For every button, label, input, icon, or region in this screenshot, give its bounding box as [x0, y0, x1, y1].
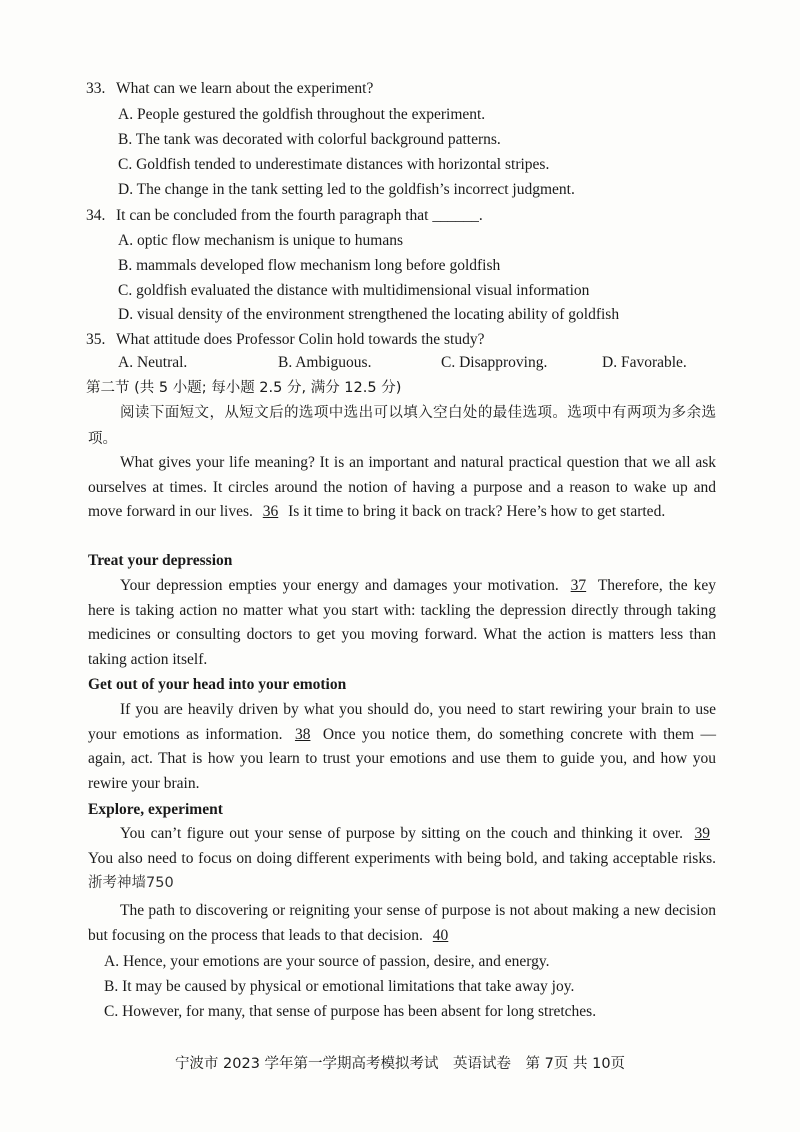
paragraph-4	[88, 822, 716, 896]
question-number: 35.	[86, 331, 106, 348]
section-title: 第二节 (共 5 小题; 每小题 2.5 分, 满分 12.5 分)	[86, 380, 402, 396]
blank-37[interactable]: 37	[570, 577, 587, 594]
question-34	[86, 205, 483, 227]
page-footer: 宁波市 2023 学年第一学期高考模拟考试 英语试卷 第 7页 共 10页	[174, 1056, 626, 1072]
paragraph-text: Once you notice them, do something concrete with them — again, act. That is how you learn to trust your emotions and use them to guide you, and how you rewire your brain.	[88, 725, 717, 792]
paragraph-text: The path to discovering or reigniting your sense of purpose is not about making a new decision but focusing on the process that leads to that decision.	[88, 902, 716, 944]
option-34-b[interactable]: B. mammals developed flow mechanism long before goldfish	[118, 257, 501, 274]
paragraph-text: If you are heavily driven by what you should do, you need to start rewiring your brain to use your emotions as information.	[88, 701, 716, 743]
option-35-c[interactable]: C. Disapproving.	[441, 354, 548, 371]
option-35-d[interactable]: D. Favorable.	[602, 354, 687, 371]
paragraph-3	[88, 698, 716, 796]
watermark-text: 浙考神墙750	[88, 875, 174, 892]
blank-40[interactable]: 40	[432, 926, 449, 944]
paragraph-text: Your depression empties your energy and damages your motivation.	[120, 577, 559, 594]
option-33-b[interactable]: B. The tank was decorated with colorful background patterns.	[118, 131, 501, 148]
paragraph-text: You also need to focus on doing different experiments with being bold, and taking acceptable risks.	[88, 849, 716, 867]
section-instruction: 阅读下面短文，从短文后的选项中选出可以填入空白处的最佳选项。选项中有两项为多余选项。	[88, 405, 716, 447]
paragraph-1	[88, 451, 716, 525]
blank-36[interactable]: 36	[262, 503, 279, 521]
paragraph-text: Therefore, the key here is taking action no matter what you start with: tackling the depression directly through taking medicines or consulting doctors to get you moving forward. What the action is matters less than taking action itself.	[88, 577, 716, 668]
answer-option-b[interactable]: B. It may be caused by physical or emotional limitations that take away joy.	[104, 978, 575, 995]
paragraph-5	[88, 899, 716, 948]
question-stem: What attitude does Professor Colin hold towards the study?	[116, 331, 485, 348]
question-33	[86, 78, 373, 100]
option-33-a[interactable]: A. People gestured the goldfish throughout the experiment.	[118, 106, 486, 123]
heading-explore-experiment: Explore, experiment	[88, 801, 223, 818]
question-number: 33.	[86, 80, 106, 97]
option-33-d[interactable]: D. The change in the tank setting led to the goldfish’s incorrect judgment.	[118, 181, 575, 198]
answer-option-a[interactable]: A. Hence, your emotions are your source of passion, desire, and energy.	[104, 953, 550, 970]
paragraph-2	[88, 574, 716, 672]
option-34-a[interactable]: A. optic flow mechanism is unique to humans	[118, 232, 403, 249]
paragraph-text: Is it time to bring it back on track? Here’s how to get started.	[288, 503, 666, 521]
blank-39[interactable]: 39	[694, 825, 710, 842]
question-35	[86, 329, 485, 351]
option-35-b[interactable]: B. Ambiguous.	[278, 354, 372, 371]
option-33-c[interactable]: C. Goldfish tended to underestimate distances with horizontal stripes.	[118, 156, 550, 173]
option-34-d[interactable]: D. visual density of the environment strengthened the locating ability of goldfish	[118, 306, 620, 323]
question-stem: What can we learn about the experiment?	[116, 80, 374, 97]
paragraph-text: What gives your life meaning? It is an important and natural practical question that we all ask ourselves at times. It circles around the notion of having a purpose and a reason to wake up and move forward in our lives.	[88, 454, 716, 521]
heading-treat-depression: Treat your depression	[88, 552, 233, 569]
heading-get-out-of-head: Get out of your head into your emotion	[88, 676, 347, 693]
answer-option-c[interactable]: C. However, for many, that sense of purpose has been absent for long stretches.	[104, 1003, 597, 1020]
option-34-c[interactable]: C. goldfish evaluated the distance with multidimensional visual information	[118, 282, 590, 299]
question-number: 34.	[86, 207, 106, 224]
option-35-a[interactable]: A. Neutral.	[118, 354, 188, 371]
blank-38[interactable]: 38	[294, 725, 311, 743]
paragraph-text: You can’t figure out your sense of purpose by sitting on the couch and thinking it over.	[120, 825, 684, 842]
question-stem: It can be concluded from the fourth paragraph that ______.	[116, 207, 483, 224]
